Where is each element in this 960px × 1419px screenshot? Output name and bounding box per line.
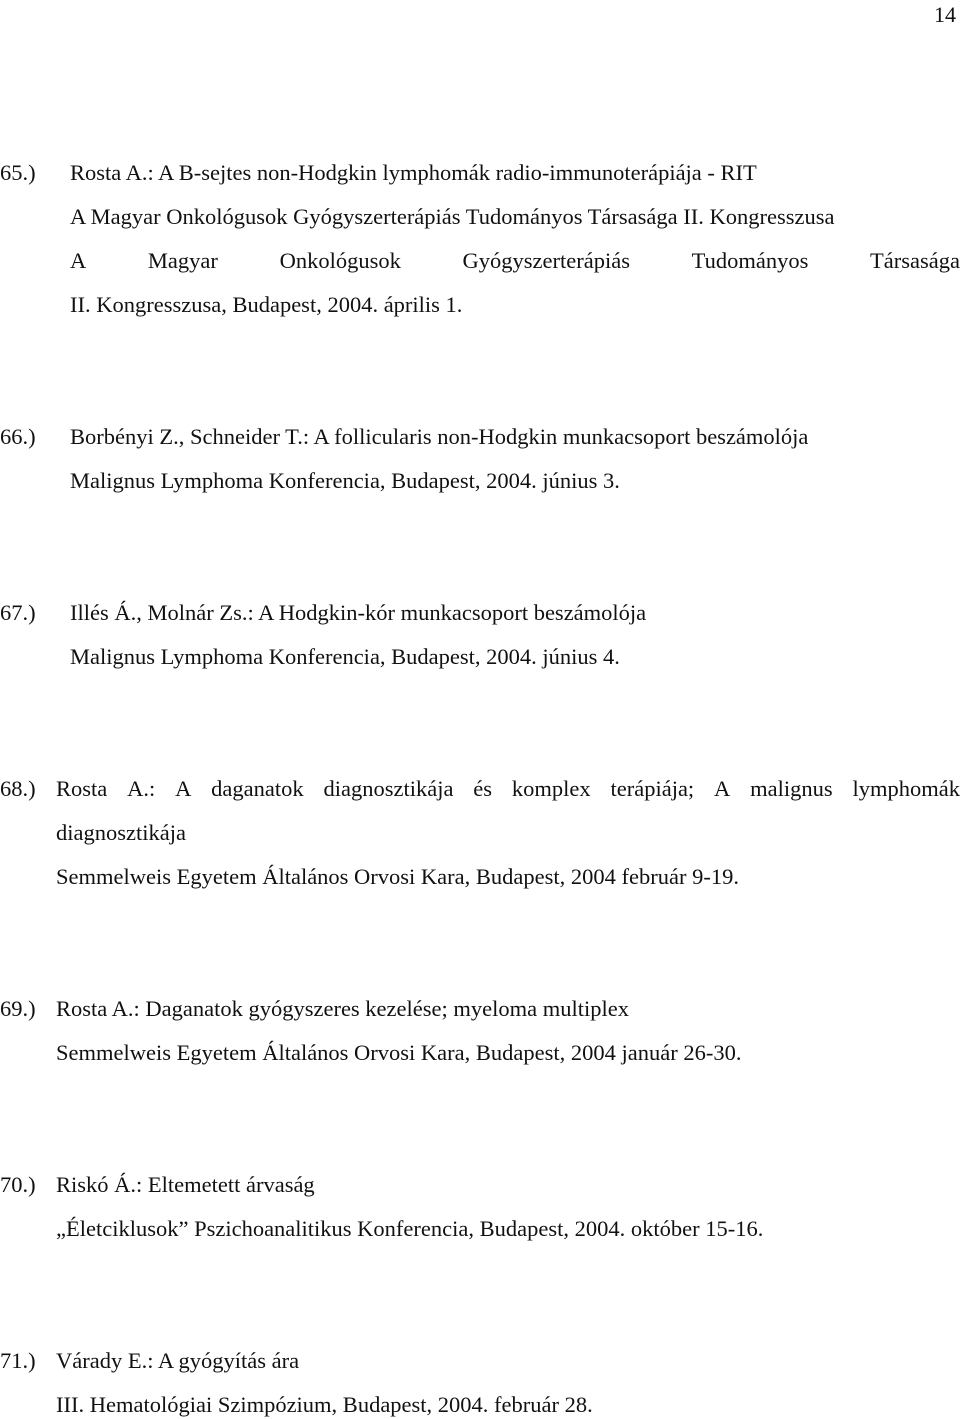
entry-line-justified	[56, 775, 960, 803]
word: lymphomák	[852, 776, 960, 801]
entry-line-justified	[70, 247, 960, 275]
entry-line: Riskó Á.: Eltemetett árvaság	[56, 1172, 315, 1197]
entry-line: Semmelweis Egyetem Általános Orvosi Kara, Budapest, 2004 január 26-30.	[56, 1040, 742, 1065]
word: A	[175, 776, 192, 801]
word: Tudományos	[691, 248, 809, 273]
word: Rosta	[56, 776, 108, 801]
word: Társasága	[870, 248, 960, 273]
word: A	[70, 248, 87, 273]
entry-number: 71.)	[0, 1348, 36, 1373]
word: daganatok	[211, 776, 304, 801]
entry-line: Semmelweis Egyetem Általános Orvosi Kara, Budapest, 2004 február 9-19.	[56, 864, 739, 889]
entry-line: III. Hematológiai Szimpózium, Budapest, 2004. február 28.	[56, 1392, 593, 1417]
word: Magyar	[147, 248, 218, 273]
entry-line: Malignus Lymphoma Konferencia, Budapest, 2004. június 4.	[70, 644, 620, 669]
word: A	[714, 776, 731, 801]
entry-number: 65.)	[0, 160, 36, 185]
word: Gyógyszerterápiás	[462, 248, 630, 273]
word: és	[473, 776, 493, 801]
entry-line: Illés Á., Molnár Zs.: A Hodgkin-kór munkacsoport beszámolója	[70, 600, 647, 625]
entry-line: II. Kongresszusa, Budapest, 2004. április 1.	[70, 292, 463, 317]
entry-number: 68.)	[0, 776, 36, 801]
entry-line: Rosta A.: A B-sejtes non-Hodgkin lymphomák radio-immunoterápiája - RIT	[70, 160, 757, 185]
word: malignus	[750, 776, 833, 801]
entry-line: diagnosztikája	[56, 820, 186, 845]
word: diagnosztikája	[323, 776, 454, 801]
word: Onkológusok	[279, 248, 401, 273]
entry-line: Malignus Lymphoma Konferencia, Budapest, 2004. június 3.	[70, 468, 620, 493]
entry-number: 67.)	[0, 600, 36, 625]
word: terápiája;	[610, 776, 695, 801]
entry-number: 69.)	[0, 996, 36, 1021]
entry-line: A Magyar Onkológusok Gyógyszerterápiás Tudományos Társasága II. Kongresszusa	[70, 204, 835, 229]
entry-line: „Életciklusok” Pszichoanalitikus Konferencia, Budapest, 2004. október 15-16.	[56, 1216, 764, 1241]
entry-line: Rosta A.: Daganatok gyógyszeres kezelése; myeloma multiplex	[56, 996, 629, 1021]
page-number: 14	[934, 2, 956, 27]
word: komplex	[511, 776, 591, 801]
entry-line: Borbényi Z., Schneider T.: A follicularis non-Hodgkin munkacsoport beszámolója	[70, 424, 809, 449]
entry-line: Várady E.: A gyógyítás ára	[56, 1348, 300, 1373]
entry-number: 70.)	[0, 1172, 36, 1197]
entry-number: 66.)	[0, 424, 36, 449]
word: A.:	[127, 776, 156, 801]
